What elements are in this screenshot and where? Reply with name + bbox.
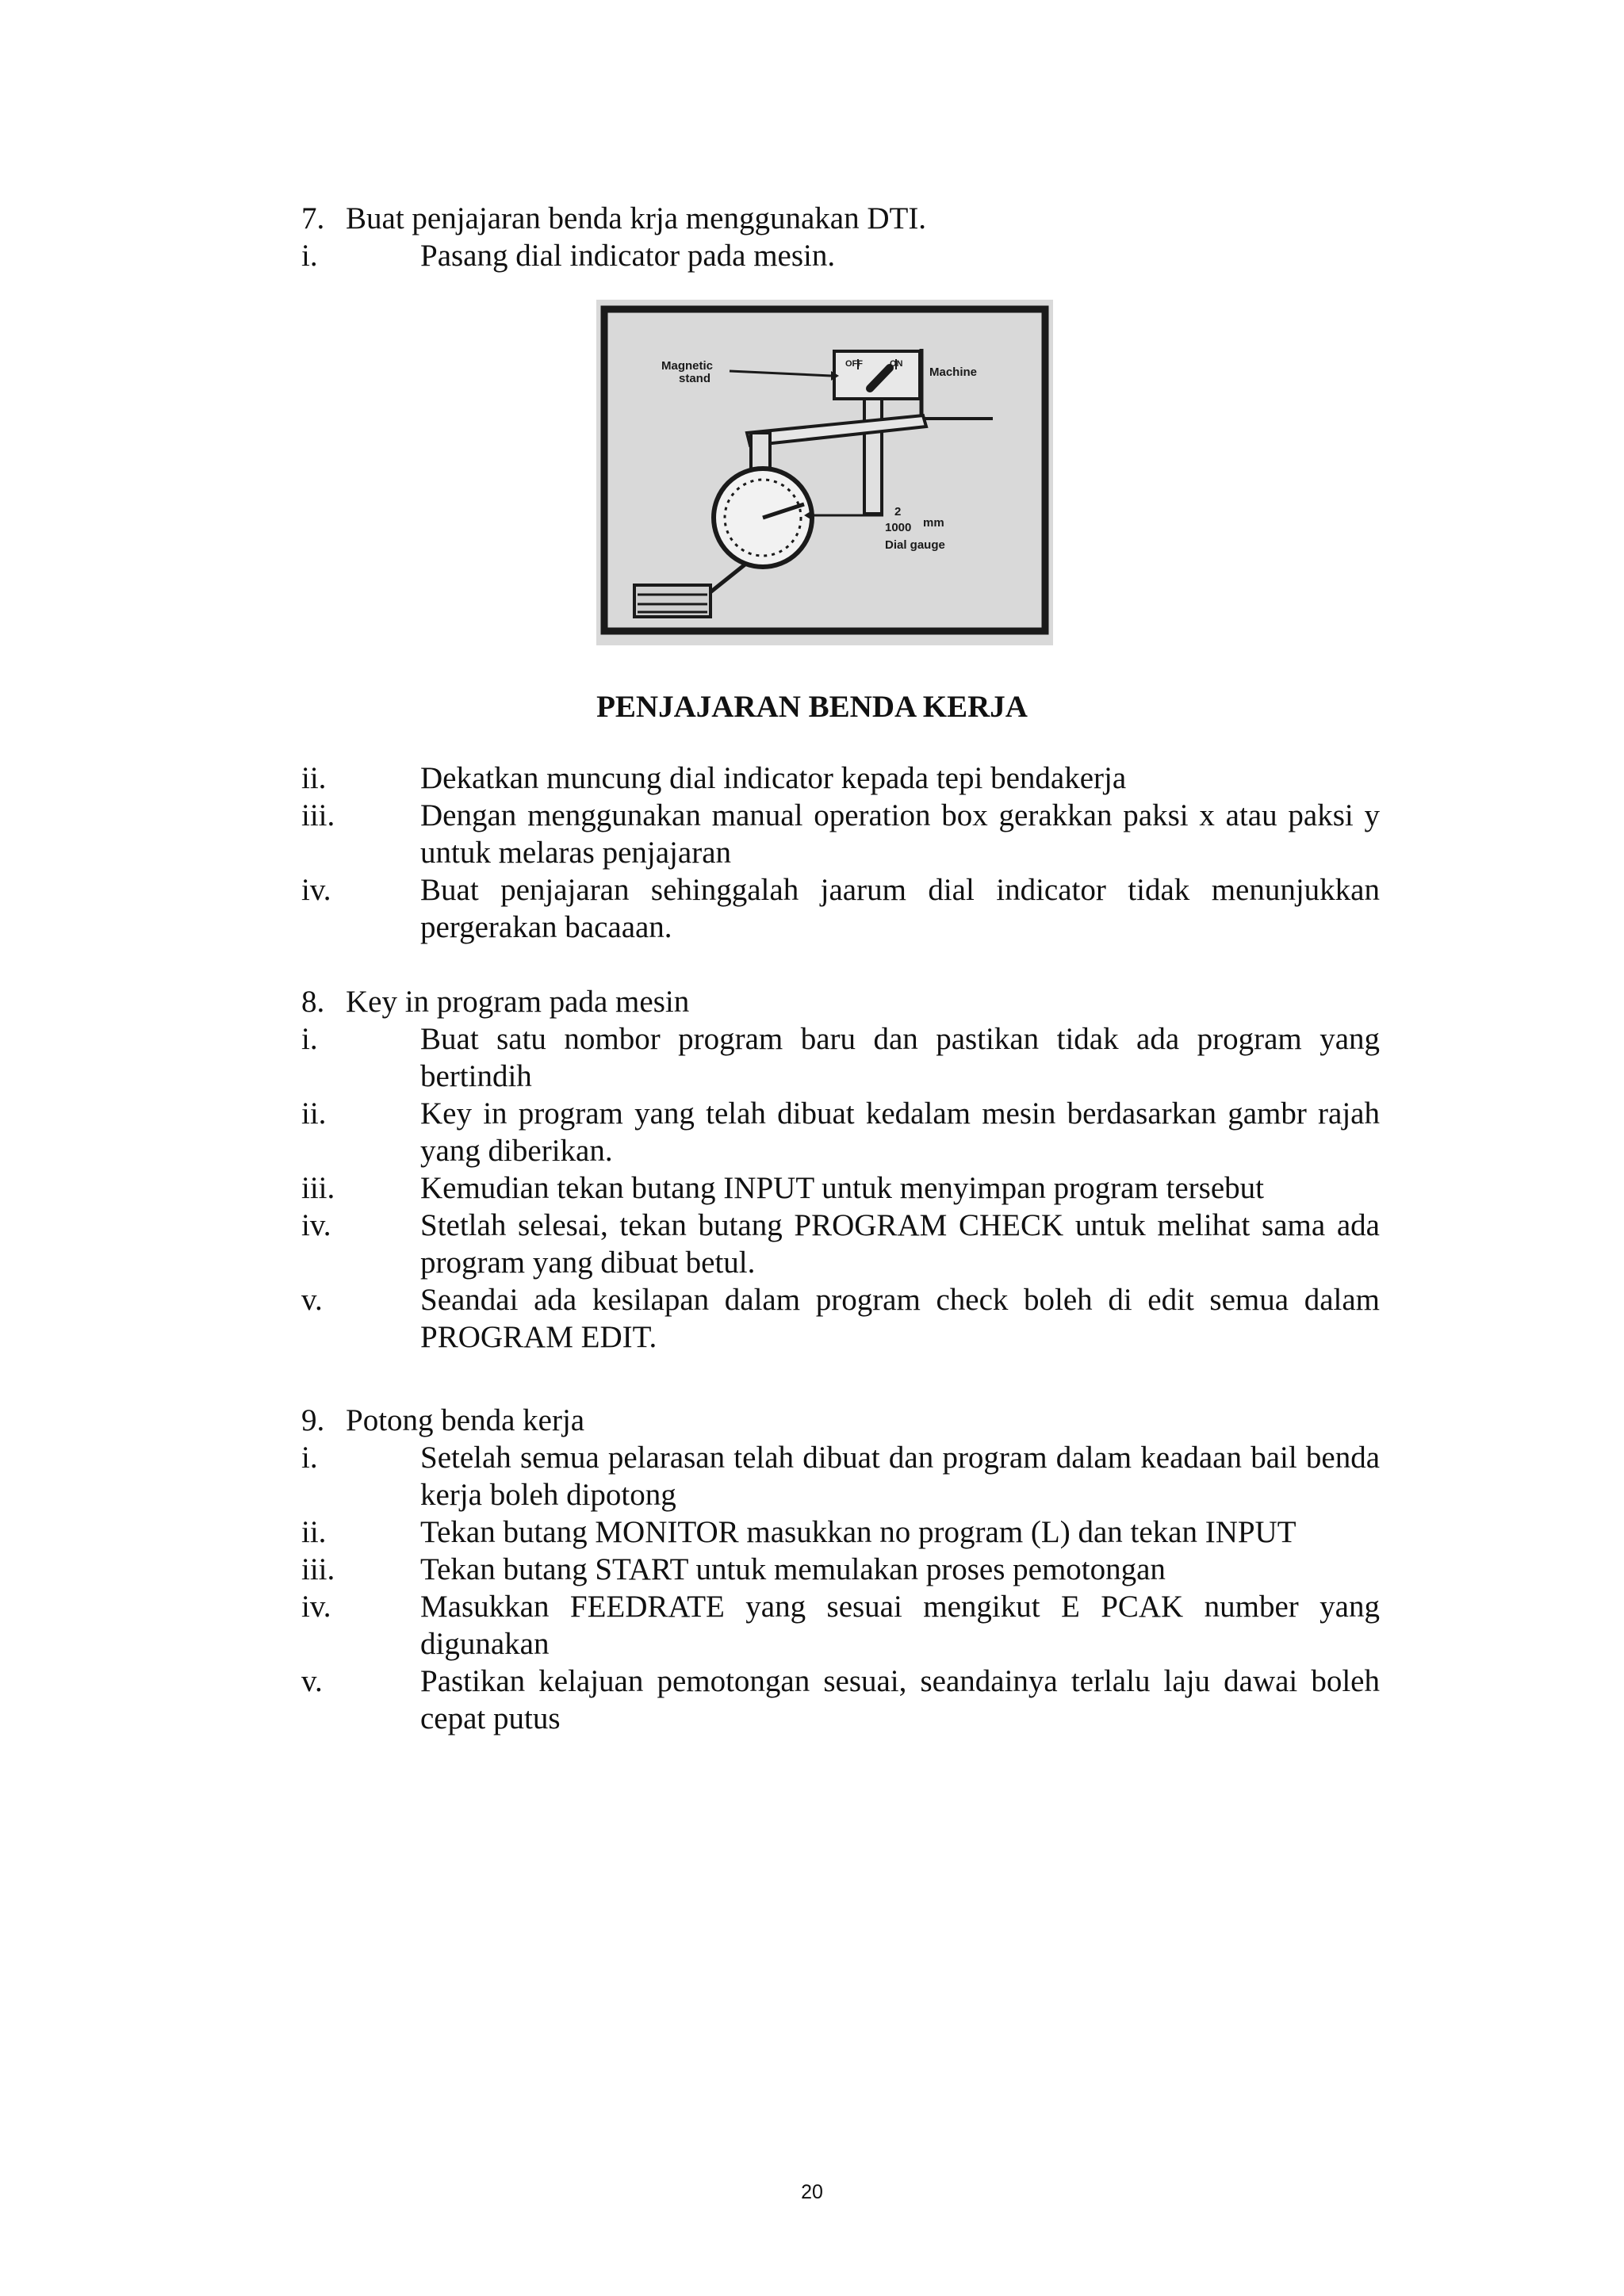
list-item <box>301 1020 1380 1095</box>
item-number: ii. <box>301 761 327 795</box>
stand-post <box>864 399 882 514</box>
dial-plunger <box>707 563 747 595</box>
list-item <box>301 797 1380 871</box>
label-scale-bottom: 1000 <box>885 521 912 534</box>
step-7 <box>301 200 1380 274</box>
magnetic-base <box>834 351 920 399</box>
label-on: ON <box>890 359 903 369</box>
dial-indicator-figure <box>596 300 1053 645</box>
dial-indicator-diagram <box>596 300 1053 645</box>
list-item <box>301 1095 1380 1169</box>
label-off: OFF <box>845 359 863 369</box>
item-number: iii. <box>301 1171 335 1205</box>
item-text: Key in program yang telah dibuat kedalam mesin berdasarkan gambr rajah yang diberikan. <box>420 1096 1380 1168</box>
item-number: i. <box>301 239 318 273</box>
step-7-items-before <box>301 237 1380 274</box>
list-item <box>301 1513 1380 1551</box>
step-9 <box>301 1402 1380 1737</box>
item-number: v. <box>301 1664 323 1698</box>
item-text: Pastikan kelajuan pemotongan sesuai, seandainya terlalu laju dawai boleh cepat putus <box>420 1664 1380 1735</box>
item-number: i. <box>301 1441 318 1475</box>
item-text: Buat satu nombor program baru dan pastikan tidak ada program yang bertindih <box>420 1022 1380 1093</box>
item-text: Buat penjajaran sehinggalah jaarum dial indicator tidak menunjukkan pergerakan bacaaan. <box>420 873 1380 944</box>
step-7-continued <box>301 760 1380 946</box>
step-8-title: Key in program pada mesin <box>346 985 690 1019</box>
step-7-title: Buat penjajaran benda krja menggunakan DTI. <box>346 201 927 235</box>
list-item <box>301 237 1380 274</box>
item-text: Stetlah selesai, tekan butang PROGRAM CHECK untuk melihat sama ada program yang dibuat betul. <box>420 1208 1380 1280</box>
item-text: Tekan butang MONITOR masukkan no program (L) dan tekan INPUT <box>420 1515 1297 1549</box>
item-number: iii. <box>301 1552 335 1586</box>
item-number: ii. <box>301 1096 327 1131</box>
item-number: v. <box>301 1283 323 1317</box>
list-item <box>301 871 1380 946</box>
item-text: Setelah semua pelarasan telah dibuat dan program dalam keadaan bail benda kerja boleh dipotong <box>420 1441 1380 1512</box>
step-7-number: 7. <box>301 201 325 235</box>
item-number: iv. <box>301 1590 331 1624</box>
label-magnetic: Magnetic stand <box>661 359 714 385</box>
item-text: Tekan butang START untuk memulakan proses pemotongan <box>420 1552 1166 1586</box>
item-number: i. <box>301 1022 318 1056</box>
item-text: Masukkan FEEDRATE yang sesuai mengikut E PCAK number yang digunakan <box>420 1590 1380 1661</box>
list-item <box>301 1207 1380 1281</box>
step-7-items-after <box>301 760 1380 946</box>
step-9-items <box>301 1439 1380 1737</box>
list-item <box>301 1663 1380 1737</box>
item-number: iv. <box>301 873 331 907</box>
step-8 <box>301 983 1380 1356</box>
label-scale-top: 2 <box>894 505 902 519</box>
list-item <box>301 1439 1380 1513</box>
item-number: ii. <box>301 1515 327 1549</box>
stand-arm <box>747 415 926 446</box>
page-number: 20 <box>801 2181 823 2203</box>
item-text: Seandai ada kesilapan dalam program check boleh di edit semua dalam PROGRAM EDIT. <box>420 1283 1380 1354</box>
figure-caption: PENJAJARAN BENDA KERJA <box>596 690 1028 724</box>
item-text: Dekatkan muncung dial indicator kepada tepi bendakerja <box>420 761 1127 795</box>
item-number: iv. <box>301 1208 331 1242</box>
step-8-items <box>301 1020 1380 1356</box>
magnetic-stand-arrow <box>730 371 831 376</box>
list-item <box>301 1588 1380 1663</box>
step-9-number: 9. <box>301 1403 325 1437</box>
label-machine: Machine <box>929 365 978 379</box>
list-item <box>301 1281 1380 1356</box>
list-item <box>301 1169 1380 1207</box>
diagram-frame <box>604 309 1045 631</box>
item-text: Pasang dial indicator pada mesin. <box>420 239 836 273</box>
step-9-title: Potong benda kerja <box>346 1403 585 1437</box>
item-number: iii. <box>301 798 335 832</box>
list-item <box>301 1551 1380 1588</box>
list-item <box>301 760 1380 797</box>
step-8-number: 8. <box>301 985 325 1019</box>
item-text: Kemudian tekan butang INPUT untuk menyimpan program tersebut <box>420 1171 1264 1205</box>
label-unit: mm <box>923 516 944 530</box>
label-dial-gauge: Dial gauge <box>885 538 945 552</box>
item-text: Dengan menggunakan manual operation box gerakkan paksi x atau paksi y untuk melaras penjajaran <box>420 798 1380 870</box>
